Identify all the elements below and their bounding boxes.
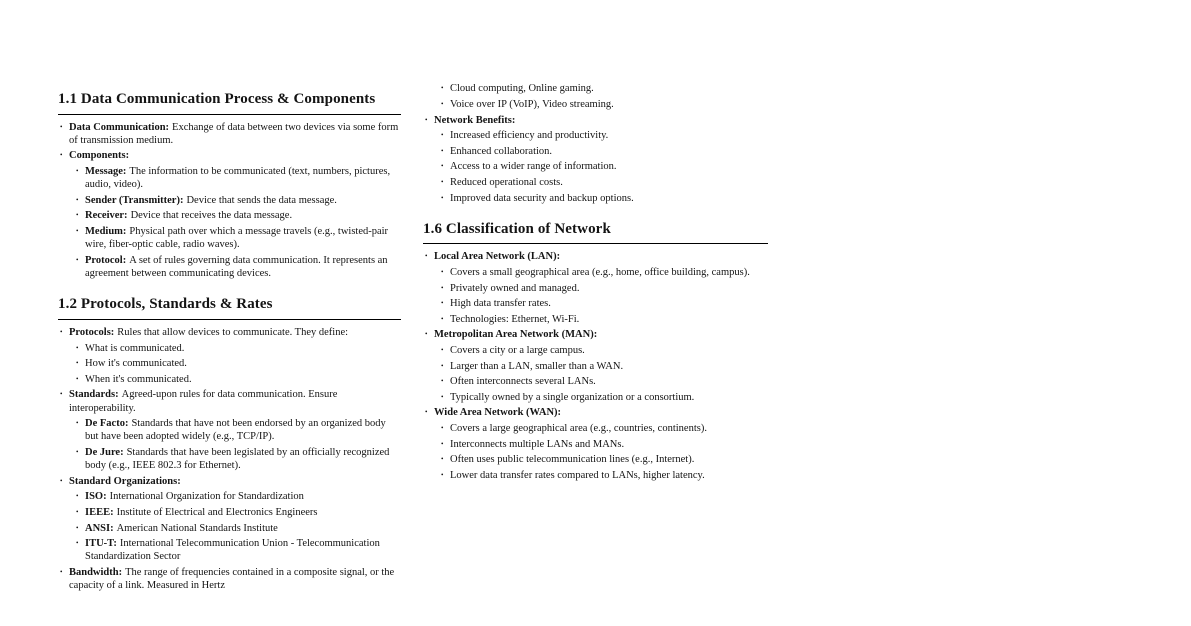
list-item — [439, 282, 768, 295]
bullet-icon: • — [76, 255, 79, 264]
item-text: Access to a wider range of information. — [450, 161, 617, 173]
item-text: Institute of Electrical and Electronics Engineers — [116, 506, 318, 518]
list-item — [74, 417, 401, 443]
item-text: Standards that have been legislated by an officially recognized body (e.g., IEEE 802.3 for Ethernet). — [85, 446, 390, 472]
list-item — [58, 326, 401, 386]
bullet-icon: • — [425, 115, 428, 124]
list-item — [439, 469, 768, 482]
item-text: Device that receives the data message. — [130, 210, 293, 222]
list-item — [439, 313, 768, 326]
list-item — [74, 522, 401, 535]
term-label: De Jure: — [85, 446, 124, 458]
bullet-list — [74, 342, 401, 386]
list-item — [74, 209, 401, 222]
bullet-list — [439, 129, 768, 205]
list-item — [74, 194, 401, 207]
bullet-icon: • — [441, 146, 444, 155]
item-text: High data transfer rates. — [450, 298, 551, 310]
bullet-icon: • — [76, 492, 79, 501]
bullet-icon: • — [76, 359, 79, 368]
list-item — [58, 149, 401, 280]
bullet-icon: • — [425, 330, 428, 339]
bullet-icon: • — [60, 476, 63, 485]
bullet-icon: • — [441, 314, 444, 323]
term-label: Components: — [69, 150, 130, 162]
list-item — [74, 357, 401, 370]
bullet-icon: • — [60, 151, 63, 160]
list-item — [439, 453, 768, 466]
bullet-list — [423, 82, 768, 204]
list-item — [439, 129, 768, 142]
term-label: De Facto: — [85, 418, 129, 430]
bullet-icon: • — [60, 122, 63, 131]
bullet-icon: • — [441, 299, 444, 308]
bullet-icon: • — [441, 392, 444, 401]
list-item — [58, 475, 401, 564]
item-text: Improved data security and backup options. — [450, 192, 634, 204]
bullet-icon: • — [76, 343, 79, 352]
bullet-icon: • — [441, 131, 444, 140]
bullet-icon: • — [441, 99, 444, 108]
bullet-icon: • — [441, 423, 444, 432]
bullet-icon: • — [76, 419, 79, 428]
list-item — [439, 176, 768, 189]
item-text: Technologies: Ethernet, Wi-Fi. — [450, 313, 580, 325]
bullet-list — [439, 266, 768, 326]
item-text: A set of rules governing data communication. It represents an agreement between communicating devices. — [85, 254, 388, 280]
term-label: IEEE: — [85, 506, 114, 518]
bullet-icon: • — [76, 167, 79, 176]
item-text: Interconnects multiple LANs and MANs. — [450, 438, 625, 450]
term-label: Standard Organizations: — [69, 475, 181, 487]
bullet-icon: • — [425, 408, 428, 417]
bullet-icon: • — [425, 252, 428, 261]
list-item — [439, 438, 768, 451]
list-item — [423, 114, 768, 205]
bullet-icon: • — [441, 84, 444, 93]
item-text: Covers a large geographical area (e.g., countries, continents). — [450, 422, 707, 434]
item-text: Device that sends the data message. — [186, 194, 337, 206]
bullet-icon: • — [76, 211, 79, 220]
list-item — [74, 254, 401, 280]
item-text: When it's communicated. — [85, 373, 192, 385]
item-text: Reduced operational costs. — [450, 176, 563, 188]
bullet-icon: • — [441, 470, 444, 479]
item-text: Covers a small geographical area (e.g., home, office building, campus). — [450, 267, 750, 279]
bullet-icon: • — [441, 162, 444, 171]
term-label: Network Benefits: — [434, 114, 516, 126]
list-item — [74, 506, 401, 519]
list-item — [423, 406, 768, 482]
bullet-icon: • — [76, 447, 79, 456]
bullet-list — [58, 121, 401, 281]
bullet-icon: • — [441, 177, 444, 186]
item-text: Cloud computing, Online gaming. — [450, 83, 594, 95]
bullet-icon: • — [441, 193, 444, 202]
item-text: Standards that have not been endorsed by an organized body but have been adopted widely (e.g., TCP/IP). — [85, 418, 386, 443]
item-text: How it's communicated. — [85, 358, 187, 370]
term-label: Bandwidth: — [69, 566, 123, 578]
item-text: American National Standards Institute — [116, 522, 278, 534]
term-label: ISO: — [85, 491, 107, 503]
term-label: Sender (Transmitter): — [85, 194, 184, 206]
item-text: Enhanced collaboration. — [450, 145, 553, 157]
bullet-icon: • — [60, 390, 63, 399]
item-text: Often interconnects several LANs. — [450, 376, 596, 388]
item-text: Often uses public telecommunication lines (e.g., Internet). — [450, 454, 695, 466]
list-item — [58, 121, 401, 147]
bullet-list — [58, 326, 401, 592]
list-item — [74, 342, 401, 355]
term-label: Protocols: — [69, 326, 115, 338]
item-text: Increased efficiency and productivity. — [450, 130, 609, 142]
list-item — [439, 145, 768, 158]
list-item — [74, 490, 401, 503]
bullet-icon: • — [441, 346, 444, 354]
list-item — [74, 225, 401, 251]
list-item — [423, 250, 768, 326]
list-item — [439, 98, 768, 111]
item-text: International Telecommunication Union - Telecommunication Standardization Sector — [85, 538, 380, 563]
term-label: Protocol: — [85, 254, 127, 266]
list-item — [58, 566, 401, 592]
item-text: The information to be communicated (text, numbers, pictures, audio, video). — [85, 166, 391, 191]
bullet-list — [74, 417, 401, 472]
list-item — [74, 165, 401, 191]
bullet-icon: • — [441, 439, 444, 448]
item-text: Typically owned by a single organization or a consortium. — [450, 391, 695, 403]
term-label: Message: — [85, 166, 127, 178]
bullet-list — [423, 250, 768, 482]
term-label: Wide Area Network (WAN): — [434, 407, 562, 419]
list-item — [439, 192, 768, 205]
item-text: The range of frequencies contained in a composite signal, or the capacity of a link. Measured in Hertz — [69, 566, 395, 592]
bullet-icon: • — [76, 374, 79, 383]
section-heading: 1.1 Data Communication Process & Components — [58, 91, 401, 115]
bullet-icon: • — [76, 227, 79, 236]
list-item — [439, 266, 768, 279]
item-text: Privately owned and managed. — [450, 282, 580, 294]
list-item — [58, 388, 401, 472]
bullet-icon: • — [441, 455, 444, 464]
list-item — [439, 82, 768, 95]
bullet-icon: • — [76, 195, 79, 204]
item-text: International Organization for Standardization — [109, 491, 304, 503]
item-text: Covers a city or a large campus. — [450, 345, 585, 356]
list-item — [439, 160, 768, 173]
list-item — [423, 328, 768, 404]
item-text: Physical path over which a message travels (e.g., twisted-pair wire, fiber-optic cable, radio waves). — [85, 226, 389, 251]
term-label: ANSI: — [85, 522, 114, 534]
item-text: Exchange of data between two devices via some form of transmission medium. — [69, 121, 399, 146]
term-label: Metropolitan Area Network (MAN): — [434, 329, 598, 341]
list-item — [439, 360, 768, 373]
bullet-icon: • — [441, 268, 444, 277]
bullet-icon: • — [441, 377, 444, 386]
list-item — [439, 297, 768, 310]
bullet-icon: • — [60, 567, 63, 576]
list-item — [439, 375, 768, 388]
list-item — [439, 344, 768, 357]
bullet-list — [74, 165, 401, 280]
section-heading: 1.2 Protocols, Standards & Rates — [58, 296, 401, 320]
list-item — [74, 446, 401, 472]
item-text: Rules that allow devices to communicate. They define: — [117, 326, 349, 338]
bullet-icon: • — [441, 283, 444, 292]
item-text: Lower data transfer rates compared to LANs, higher latency. — [450, 469, 705, 481]
item-text: Larger than a LAN, smaller than a WAN. — [450, 360, 624, 372]
list-item — [74, 373, 401, 386]
bullet-icon: • — [60, 327, 63, 336]
bullet-list — [439, 344, 768, 404]
bullet-icon: • — [441, 361, 444, 370]
term-label: ITU-T: — [85, 538, 117, 550]
term-label: Medium: — [85, 226, 127, 238]
item-text: What is communicated. — [85, 342, 185, 354]
term-label: Data Communication: — [69, 121, 170, 133]
term-label: Local Area Network (LAN): — [434, 251, 561, 263]
column-right — [423, 80, 768, 482]
bullet-icon: • — [76, 507, 79, 516]
list-item — [439, 422, 768, 435]
item-text: Voice over IP (VoIP), Video streaming. — [450, 98, 614, 110]
bullet-icon: • — [76, 523, 79, 532]
section-heading: 1.6 Classification of Network — [423, 221, 768, 245]
term-label: Receiver: — [85, 210, 128, 222]
column-left — [58, 80, 401, 592]
item-text: Agreed-upon rules for data communication. Ensure interoperability. — [69, 389, 338, 414]
list-item — [439, 391, 768, 404]
bullet-list — [74, 490, 401, 563]
bullet-icon: • — [76, 539, 79, 548]
bullet-list — [439, 422, 768, 482]
list-item — [74, 537, 401, 563]
term-label: Standards: — [69, 389, 119, 401]
